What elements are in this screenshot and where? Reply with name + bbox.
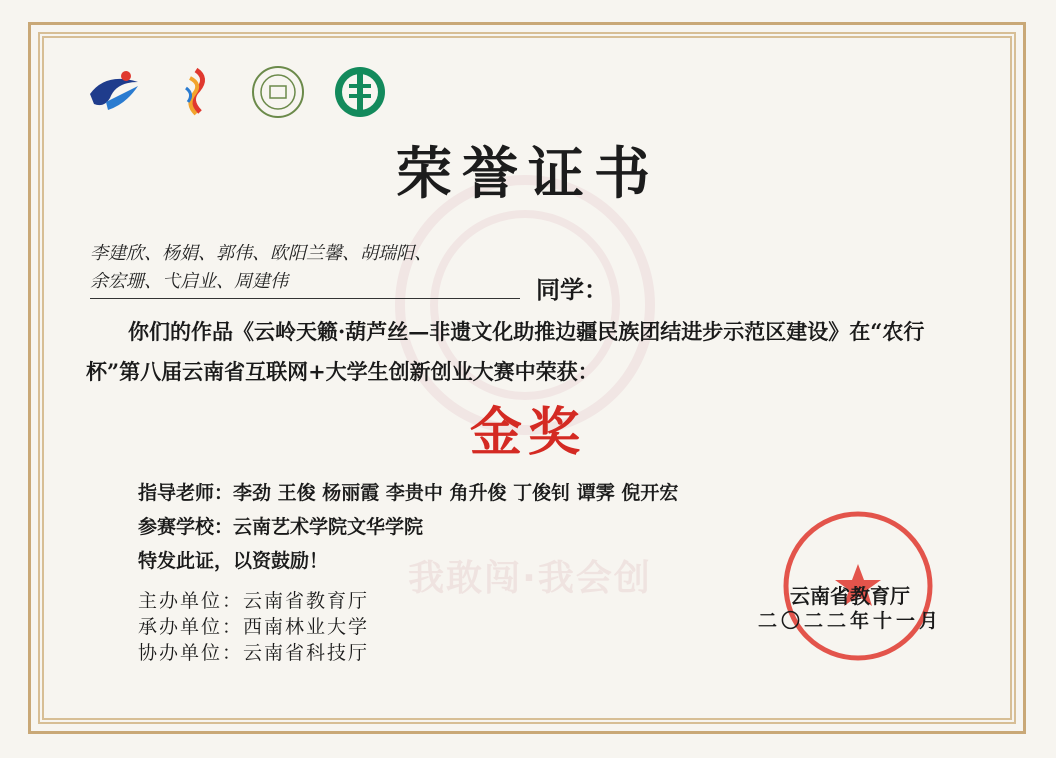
school-row bbox=[138, 512, 423, 539]
co-organizer-row bbox=[138, 638, 369, 665]
advisors-value: 李劲 王俊 杨丽霞 李贵中 角升俊 丁俊钊 谭霁 倪开宏 bbox=[233, 482, 679, 504]
issue-date: 二〇二二年十一月 bbox=[758, 610, 943, 632]
closing-text: 特发此证，以资鼓励！ bbox=[138, 550, 329, 572]
names-underline bbox=[90, 298, 520, 299]
host-value: 西南林业大学 bbox=[243, 616, 370, 638]
salutation: 同学： bbox=[536, 275, 608, 304]
school-label: 参赛学校： bbox=[138, 516, 234, 538]
organizer-row bbox=[138, 586, 369, 613]
award-name: 金奖 bbox=[469, 403, 586, 463]
host-label: 承办单位： bbox=[138, 616, 244, 638]
certificate-title: 荣誉证书 bbox=[396, 141, 660, 207]
university-seal-icon bbox=[250, 64, 306, 120]
logo-row bbox=[86, 64, 388, 120]
recipient-names-line-1: 李建欣、杨娟、郭伟、欧阳兰馨、胡瑞阳、 bbox=[90, 243, 432, 264]
citation-text: 你们的作品《云岭天籁·葫芦丝—非遗文化助推边疆民族团结进步示范区建设》在“农行杯”第八届云南省互联网+大学生创新创业大赛中荣获： bbox=[86, 319, 925, 384]
organizer-value: 云南省教育厅 bbox=[243, 590, 370, 612]
recipient-names-line-2: 余宏珊、弋启业、周建伟 bbox=[90, 271, 288, 292]
internet-plus-logo-icon bbox=[168, 64, 224, 120]
issuer-name: 云南省教育厅 bbox=[790, 584, 910, 608]
school-value: 云南艺术学院文华学院 bbox=[233, 516, 424, 538]
co-organizer-value: 云南省科技厅 bbox=[243, 642, 370, 664]
host-row bbox=[138, 612, 369, 639]
organizer-label: 主办单位： bbox=[138, 590, 244, 612]
watermark-slogan: 我敢闯·我会创 bbox=[408, 558, 652, 599]
competition-logo-icon bbox=[86, 64, 142, 120]
recipient-names bbox=[90, 240, 520, 296]
advisors-row bbox=[138, 478, 678, 505]
advisors-label: 指导老师： bbox=[138, 482, 234, 504]
co-organizer-label: 协办单位： bbox=[138, 642, 244, 664]
bank-logo-icon bbox=[332, 64, 388, 120]
